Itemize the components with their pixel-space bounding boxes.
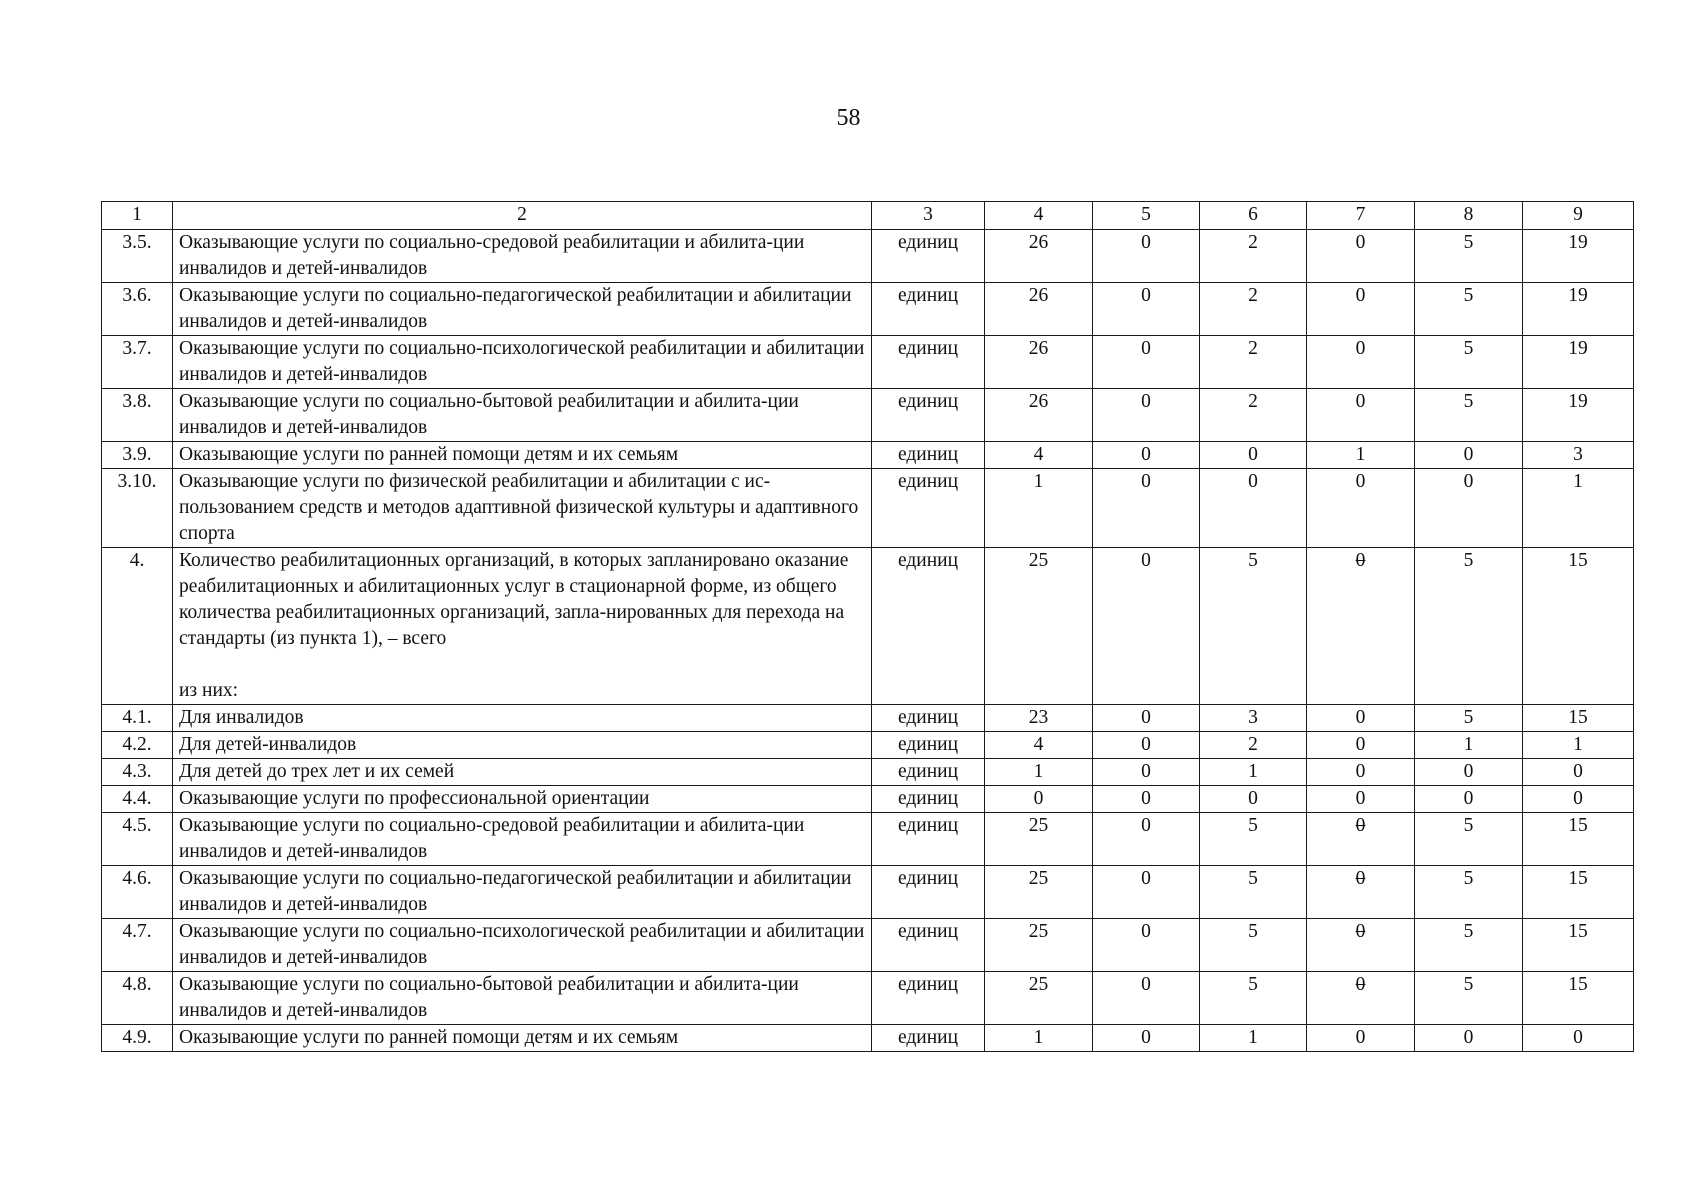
row-value-col-9: 19 [1523, 283, 1634, 336]
row-unit: единиц [872, 548, 985, 705]
row-value-col-8: 5 [1415, 283, 1523, 336]
row-value-col-9: 15 [1523, 972, 1634, 1025]
column-header-9: 9 [1523, 202, 1634, 230]
row-value-col-7: 0 [1307, 759, 1415, 786]
row-number: 4.5. [102, 813, 173, 866]
row-value-col-7: 0 [1307, 389, 1415, 442]
row-sub-note: из них: [179, 680, 239, 701]
row-number: 4.2. [102, 732, 173, 759]
row-unit: единиц [872, 866, 985, 919]
row-value-col-6: 1 [1200, 759, 1307, 786]
row-value-col-6: 5 [1200, 813, 1307, 866]
row-value-col-5: 0 [1093, 389, 1200, 442]
row-value-col-4: 4 [985, 732, 1093, 759]
data-table [101, 201, 1634, 1052]
row-description-text: Оказывающие услуги по социально-бытовой реабилитации и абилита-ции инвалидов и детей-инвалидов [179, 974, 799, 1021]
row-number: 3.5. [102, 230, 173, 283]
row-unit: единиц [872, 786, 985, 813]
table-row [102, 786, 1634, 813]
row-description-text: Оказывающие услуги по физической реабилитации и абилитации с ис-пользованием средств и методов адаптивной физической культуры и адаптивного спорта [179, 471, 859, 544]
table-row [102, 759, 1634, 786]
row-description [173, 442, 872, 469]
column-header-1: 1 [102, 202, 173, 230]
row-value-col-6: 1 [1200, 1025, 1307, 1052]
row-value-col-5: 0 [1093, 336, 1200, 389]
row-value-col-9: 15 [1523, 705, 1634, 732]
row-value-col-6: 2 [1200, 389, 1307, 442]
row-value-col-9: 0 [1523, 1025, 1634, 1052]
row-value-col-6: 2 [1200, 732, 1307, 759]
row-value-col-9: 19 [1523, 230, 1634, 283]
row-unit: единиц [872, 705, 985, 732]
column-header-3: 3 [872, 202, 985, 230]
row-description [173, 866, 872, 919]
row-description [173, 469, 872, 548]
row-value-col-8: 1 [1415, 732, 1523, 759]
row-description-text: Оказывающие услуги по профессиональной ориентации [179, 788, 650, 809]
row-description-text: Для детей-инвалидов [179, 734, 357, 755]
row-unit: единиц [872, 442, 985, 469]
table-row [102, 469, 1634, 548]
table-row [102, 548, 1634, 705]
row-unit: единиц [872, 336, 985, 389]
row-value-col-6: 3 [1200, 705, 1307, 732]
row-unit: единиц [872, 230, 985, 283]
row-value-col-8: 0 [1415, 469, 1523, 548]
row-value-col-4: 1 [985, 1025, 1093, 1052]
row-value-col-7: 0 [1307, 786, 1415, 813]
row-value-col-9: 19 [1523, 389, 1634, 442]
row-value-col-5: 0 [1093, 548, 1200, 705]
row-description [173, 759, 872, 786]
row-value-col-9: 15 [1523, 919, 1634, 972]
row-description [173, 705, 872, 732]
row-value-col-8: 0 [1415, 759, 1523, 786]
row-value-col-9: 0 [1523, 786, 1634, 813]
row-value-col-4: 26 [985, 389, 1093, 442]
row-description [173, 919, 872, 972]
row-description [173, 283, 872, 336]
row-value-col-8: 5 [1415, 705, 1523, 732]
row-value-col-8: 0 [1415, 786, 1523, 813]
row-value-col-4: 25 [985, 813, 1093, 866]
row-value-col-5: 0 [1093, 919, 1200, 972]
row-description [173, 336, 872, 389]
row-value-col-5: 0 [1093, 283, 1200, 336]
table-body [102, 230, 1634, 1052]
row-value-col-5: 0 [1093, 705, 1200, 732]
row-value-col-8: 5 [1415, 336, 1523, 389]
row-description-text: Оказывающие услуги по ранней помощи детям и их семьям [179, 444, 679, 465]
table-row [102, 866, 1634, 919]
page-number: 58 [836, 105, 861, 131]
row-description [173, 972, 872, 1025]
row-value-col-5: 0 [1093, 230, 1200, 283]
row-description [173, 389, 872, 442]
row-value-col-8: 5 [1415, 813, 1523, 866]
row-number: 4.7. [102, 919, 173, 972]
row-number: 4.4. [102, 786, 173, 813]
row-value-col-9: 19 [1523, 336, 1634, 389]
row-description-text: Для детей до трех лет и их семей [179, 761, 455, 782]
row-value-col-6: 0 [1200, 442, 1307, 469]
row-description-text: Оказывающие услуги по социально-педагогической реабилитации и абилитации инвалидов и детей-инвалидов [179, 868, 852, 915]
row-value-col-6: 5 [1200, 866, 1307, 919]
row-value-col-7: 0 [1307, 336, 1415, 389]
row-value-col-6: 2 [1200, 336, 1307, 389]
row-description-text: Оказывающие услуги по социально-педагогической реабилитации и абилитации инвалидов и детей-инвалидов [179, 285, 852, 332]
row-description-text: Оказывающие услуги по социально-психологической реабилитации и абилитации инвалидов и детей-инвалидов [179, 921, 865, 968]
row-description [173, 732, 872, 759]
row-value-col-9: 1 [1523, 469, 1634, 548]
table-row [102, 919, 1634, 972]
row-description-text: Оказывающие услуги по ранней помощи детям и их семьям [179, 1027, 679, 1048]
row-description-text: Оказывающие услуги по социально-средовой реабилитации и абилита-ции инвалидов и детей-инвалидов [179, 232, 805, 279]
row-value-col-7: 0 [1307, 230, 1415, 283]
row-unit: единиц [872, 759, 985, 786]
row-unit: единиц [872, 1025, 985, 1052]
row-value-col-5: 0 [1093, 732, 1200, 759]
row-unit: единиц [872, 732, 985, 759]
row-number: 3.9. [102, 442, 173, 469]
row-value-col-7: 0 [1307, 469, 1415, 548]
row-description-text: Оказывающие услуги по социально-бытовой реабилитации и абилита-ции инвалидов и детей-инвалидов [179, 391, 799, 438]
row-value-col-7: 0 [1307, 705, 1415, 732]
row-value-col-6: 0 [1200, 786, 1307, 813]
table-row [102, 972, 1634, 1025]
row-value-col-4: 25 [985, 866, 1093, 919]
row-value-col-7: 0 [1307, 283, 1415, 336]
row-value-col-4: 25 [985, 972, 1093, 1025]
row-value-col-4: 4 [985, 442, 1093, 469]
row-number: 3.6. [102, 283, 173, 336]
row-unit: единиц [872, 972, 985, 1025]
row-value-col-5: 0 [1093, 866, 1200, 919]
row-value-col-5: 0 [1093, 972, 1200, 1025]
row-value-col-4: 1 [985, 469, 1093, 548]
row-number: 4.6. [102, 866, 173, 919]
row-value-col-7: 0 [1307, 919, 1415, 972]
row-value-col-4: 26 [985, 230, 1093, 283]
row-value-col-5: 0 [1093, 442, 1200, 469]
row-value-col-9: 1 [1523, 732, 1634, 759]
row-description [173, 1025, 872, 1052]
row-number: 4.9. [102, 1025, 173, 1052]
row-value-col-6: 0 [1200, 469, 1307, 548]
table-row [102, 389, 1634, 442]
table-row [102, 813, 1634, 866]
column-header-5: 5 [1093, 202, 1200, 230]
row-value-col-4: 26 [985, 336, 1093, 389]
row-value-col-7: 0 [1307, 866, 1415, 919]
row-value-col-7: 0 [1307, 813, 1415, 866]
row-number: 4.1. [102, 705, 173, 732]
row-unit: единиц [872, 469, 985, 548]
row-description-text: Количество реабилитационных организаций, в которых запланировано оказание реабилитационных и абилитационных услуг в стационарной форме, из общего количества реабилитационных организаций, запла-нированных для перехода на стандарты (из пункта 1), – всего [179, 550, 849, 649]
row-number: 4.8. [102, 972, 173, 1025]
table-row [102, 336, 1634, 389]
row-value-col-4: 25 [985, 548, 1093, 705]
row-value-col-9: 3 [1523, 442, 1634, 469]
row-unit: единиц [872, 919, 985, 972]
row-number: 3.10. [102, 469, 173, 548]
row-value-col-9: 15 [1523, 548, 1634, 705]
row-value-col-7: 0 [1307, 972, 1415, 1025]
row-value-col-7: 0 [1307, 548, 1415, 705]
row-value-col-9: 0 [1523, 759, 1634, 786]
table-row [102, 705, 1634, 732]
row-description [173, 813, 872, 866]
row-value-col-4: 26 [985, 283, 1093, 336]
header-row [102, 202, 1634, 230]
row-description [173, 548, 872, 705]
row-description [173, 230, 872, 283]
row-description-text: Оказывающие услуги по социально-психологической реабилитации и абилитации инвалидов и детей-инвалидов [179, 338, 865, 385]
row-description-text: Оказывающие услуги по социально-средовой реабилитации и абилита-ции инвалидов и детей-инвалидов [179, 815, 805, 862]
row-value-col-5: 0 [1093, 1025, 1200, 1052]
row-value-col-6: 2 [1200, 230, 1307, 283]
table-row [102, 283, 1634, 336]
row-value-col-9: 15 [1523, 866, 1634, 919]
row-value-col-8: 0 [1415, 442, 1523, 469]
row-value-col-5: 0 [1093, 786, 1200, 813]
column-header-7: 7 [1307, 202, 1415, 230]
row-value-col-6: 2 [1200, 283, 1307, 336]
column-header-8: 8 [1415, 202, 1523, 230]
column-header-6: 6 [1200, 202, 1307, 230]
row-value-col-9: 15 [1523, 813, 1634, 866]
row-value-col-8: 5 [1415, 548, 1523, 705]
row-number: 3.7. [102, 336, 173, 389]
row-value-col-8: 5 [1415, 919, 1523, 972]
row-value-col-6: 5 [1200, 548, 1307, 705]
row-value-col-8: 5 [1415, 972, 1523, 1025]
row-description [173, 786, 872, 813]
row-value-col-8: 5 [1415, 230, 1523, 283]
table-row [102, 230, 1634, 283]
row-value-col-5: 0 [1093, 759, 1200, 786]
row-value-col-4: 25 [985, 919, 1093, 972]
row-number: 3.8. [102, 389, 173, 442]
row-value-col-5: 0 [1093, 813, 1200, 866]
row-unit: единиц [872, 283, 985, 336]
row-value-col-7: 0 [1307, 732, 1415, 759]
column-header-2: 2 [173, 202, 872, 230]
row-value-col-4: 23 [985, 705, 1093, 732]
row-value-col-7: 0 [1307, 1025, 1415, 1052]
row-value-col-5: 0 [1093, 469, 1200, 548]
row-number: 4.3. [102, 759, 173, 786]
row-value-col-8: 5 [1415, 389, 1523, 442]
row-value-col-6: 5 [1200, 972, 1307, 1025]
row-value-col-8: 0 [1415, 1025, 1523, 1052]
table-row [102, 442, 1634, 469]
row-value-col-8: 5 [1415, 866, 1523, 919]
row-unit: единиц [872, 389, 985, 442]
row-value-col-4: 1 [985, 759, 1093, 786]
table-row [102, 1025, 1634, 1052]
row-description-text: Для инвалидов [179, 707, 304, 728]
column-header-4: 4 [985, 202, 1093, 230]
row-number: 4. [102, 548, 173, 705]
row-unit: единиц [872, 813, 985, 866]
row-value-col-7: 1 [1307, 442, 1415, 469]
table-row [102, 732, 1634, 759]
row-value-col-4: 0 [985, 786, 1093, 813]
row-value-col-6: 5 [1200, 919, 1307, 972]
